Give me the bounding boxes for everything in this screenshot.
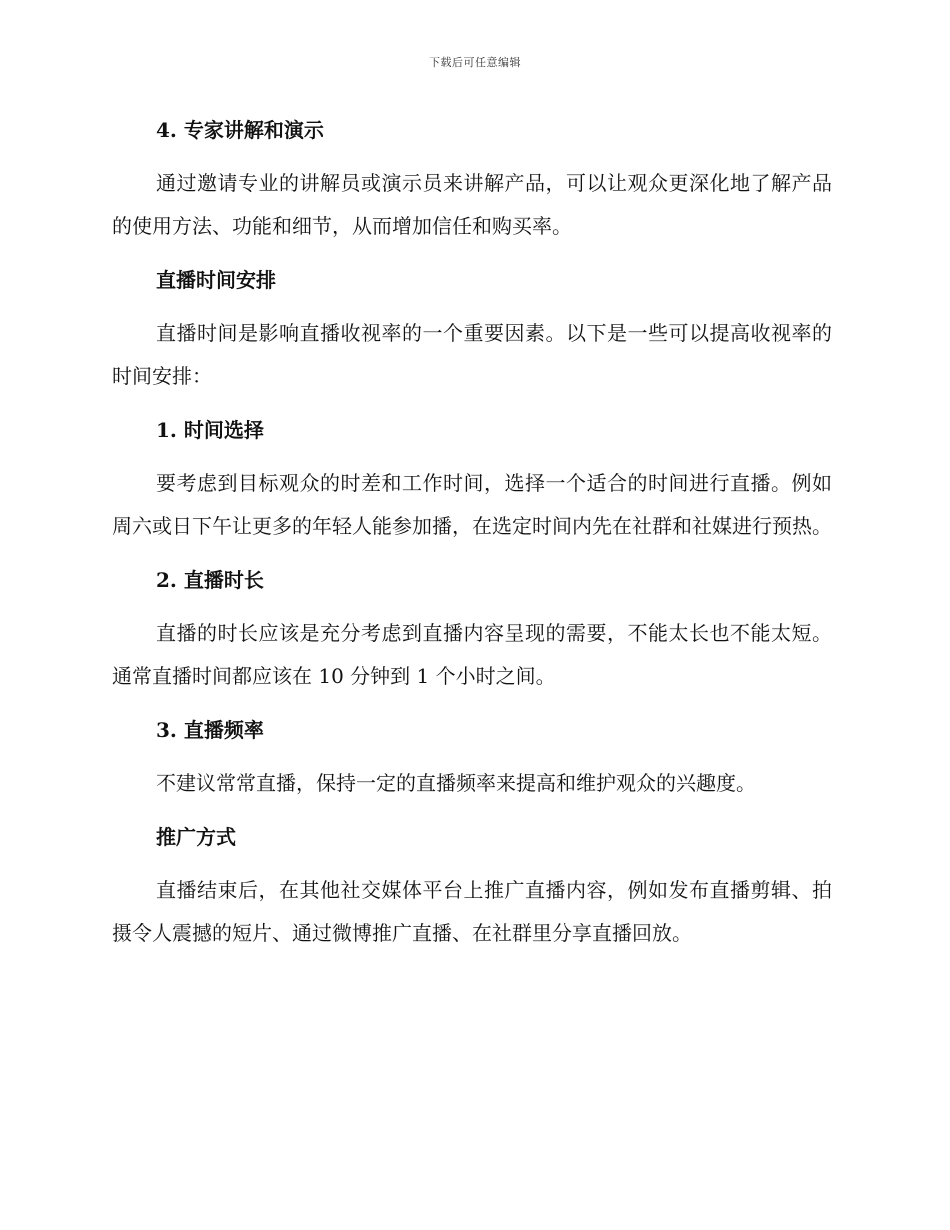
document-body (112, 110, 832, 955)
section-heading-duration: 2. 直播时长 (156, 568, 264, 592)
paragraph-expert-demo: 通过邀请专业的讲解员或演示员来讲解产品，可以让观众更深化地了解产品的使用方法、功能和细节，从而增加信任和购买率。 (112, 171, 832, 238)
paragraph-schedule: 直播时间是影响直播收视率的一个重要因素。以下是一些可以提高收视率的时间安排： (112, 321, 832, 388)
section-heading-frequency: 3. 直播频率 (156, 718, 264, 742)
paragraph-time-choice: 要考虑到目标观众的时差和工作时间，选择一个适合的时间进行直播。例如周六或日下午让更多的年轻人能参加播，在选定时间内先在社群和社媒进行预热。 (112, 471, 832, 538)
section-heading-promotion: 推广方式 (156, 825, 236, 849)
page-header: 下载后可任意编辑 (429, 56, 521, 69)
section-heading-expert-demo: 4. 专家讲解和演示 (156, 118, 324, 142)
section-heading-time-choice: 1. 时间选择 (156, 418, 264, 442)
paragraph-promotion: 直播结束后，在其他社交媒体平台上推广直播内容，例如发布直播剪辑、拍摄令人震撼的短片、通过微博推广直播、在社群里分享直播回放。 (112, 878, 832, 945)
section-heading-schedule: 直播时间安排 (156, 268, 276, 292)
paragraph-frequency: 不建议常常直播，保持一定的直播频率来提高和维护观众的兴趣度。 (156, 771, 756, 795)
paragraph-duration: 直播的时长应该是充分考虑到直播内容呈现的需要，不能太长也不能太短。通常直播时间都应该在 10 分钟到 1 个小时之间。 (112, 621, 832, 688)
